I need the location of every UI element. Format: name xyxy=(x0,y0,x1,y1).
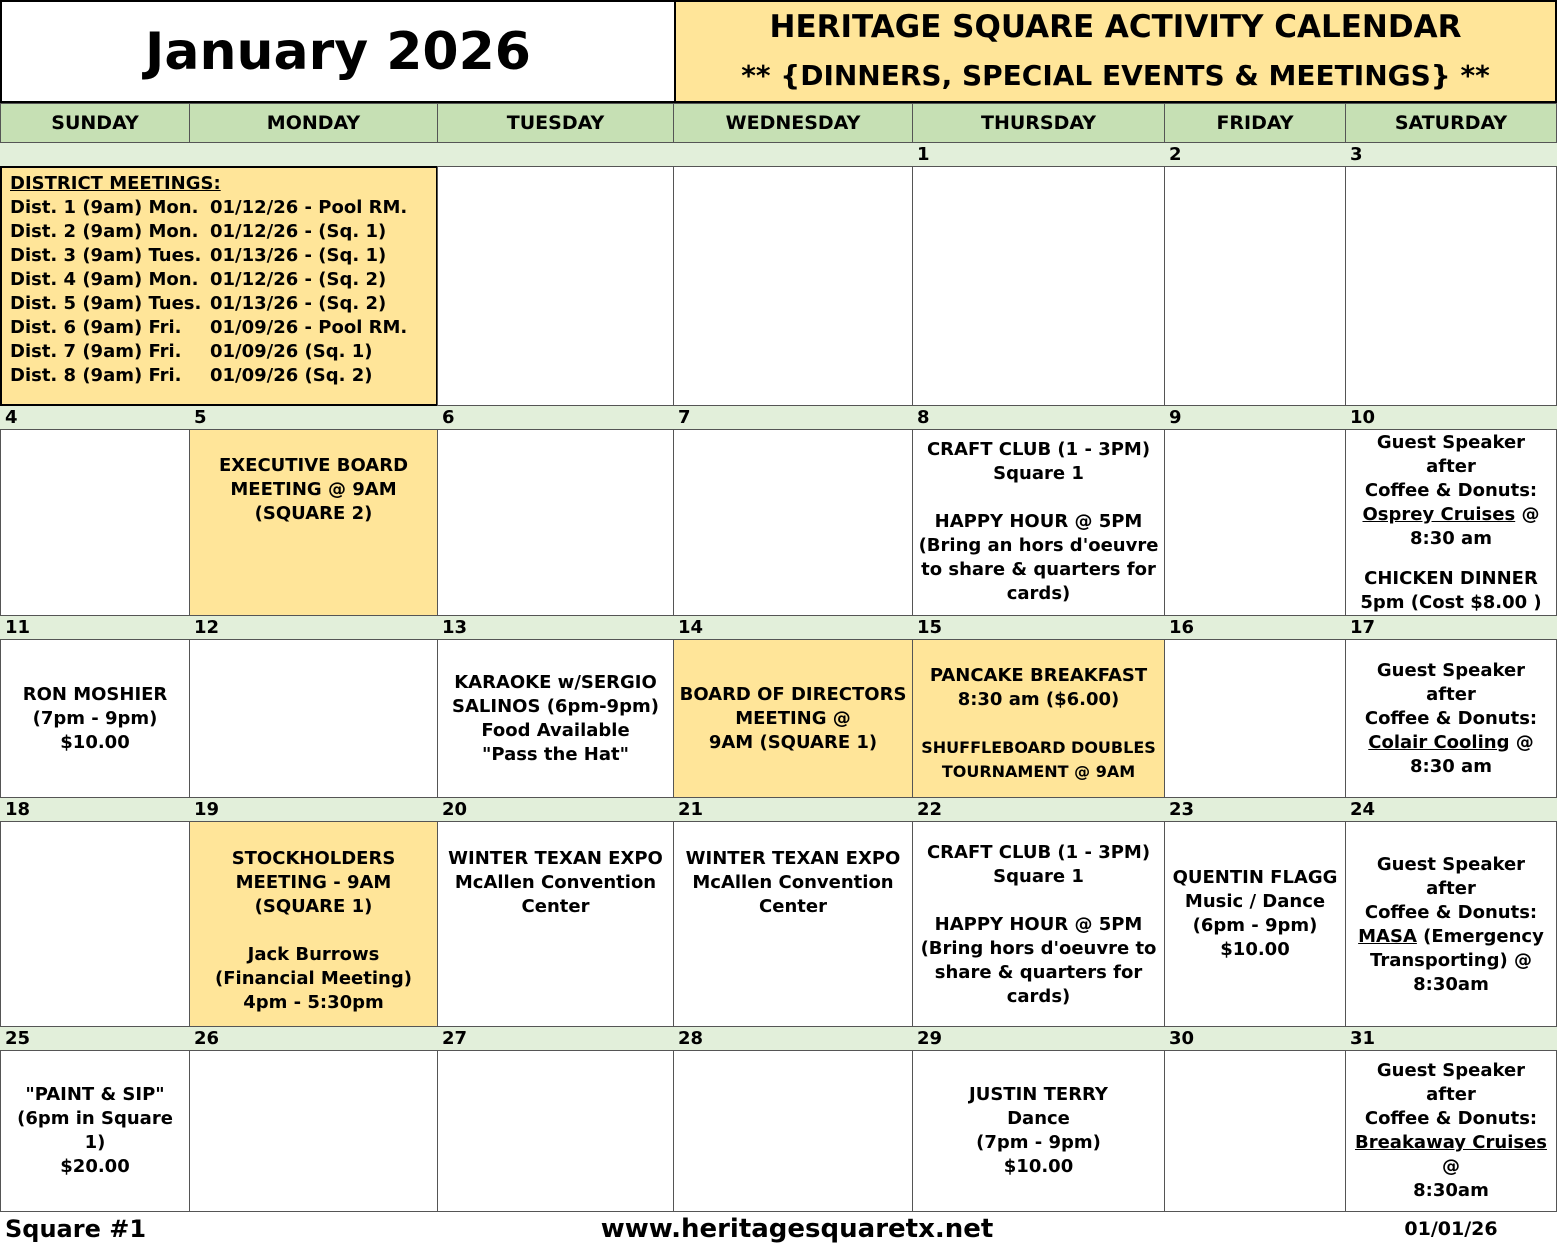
date-number: 5 xyxy=(189,406,437,430)
event-cell-stockholders: STOCKHOLDERS MEETING - 9AM (SQUARE 1) Jack Burrows (Financial Meeting) 4pm - 5:30pm xyxy=(189,821,438,1027)
date-number: 4 xyxy=(0,406,189,430)
day-cell xyxy=(189,1050,438,1212)
district-row: Dist. 7 (9am) Fri. 01/09/26 (Sq. 1) xyxy=(10,341,373,362)
date-number: 16 xyxy=(1164,616,1345,640)
dow-thursday: THURSDAY xyxy=(912,103,1165,143)
footer-website[interactable]: www.heritagesquaretx.net xyxy=(600,1213,994,1244)
event-cell-pancake-breakfast: PANCAKE BREAKFAST 8:30 am ($6.00) SHUFFLEBOARD DOUBLES TOURNAMENT @ 9AM xyxy=(912,639,1165,798)
date-number: 21 xyxy=(673,798,912,822)
district-row: Dist. 1 (9am) Mon. 01/12/26 - Pool RM. xyxy=(10,197,408,218)
day-cell xyxy=(437,429,674,616)
date-number: 29 xyxy=(912,1027,1164,1051)
event-cell-board-of-directors: BOARD OF DIRECTORS MEETING @ 9AM (SQUARE 1) xyxy=(673,639,913,798)
speaker-link[interactable]: Osprey Cruises xyxy=(1362,504,1516,525)
date-number: 24 xyxy=(1345,798,1557,822)
date-number: 13 xyxy=(437,616,673,640)
date-number: 11 xyxy=(0,616,189,640)
date-number: 28 xyxy=(673,1027,912,1051)
date-number: 20 xyxy=(437,798,673,822)
date-number: 26 xyxy=(189,1027,437,1051)
date-number: 18 xyxy=(0,798,189,822)
event-cell-guest-speaker: Guest Speaker after Coffee & Donuts: Osprey Cruises @ 8:30 am CHICKEN DINNER 5pm (Cost $8.00 ) xyxy=(1345,429,1557,616)
date-number: 15 xyxy=(912,616,1164,640)
district-row: Dist. 5 (9am) Tues. 01/13/26 - (Sq. 2) xyxy=(10,293,387,314)
date-number: 30 xyxy=(1164,1027,1345,1051)
date-number: 10 xyxy=(1345,406,1557,430)
district-row: Dist. 4 (9am) Mon. 01/12/26 - (Sq. 2) xyxy=(10,269,387,290)
date-number: 3 xyxy=(1345,143,1557,167)
date-number: 27 xyxy=(437,1027,673,1051)
event-cell-executive-board: EXECUTIVE BOARD MEETING @ 9AM (SQUARE 2) xyxy=(189,429,438,616)
speaker-link[interactable]: MASA xyxy=(1358,926,1417,947)
footer-square-label: Square #1 xyxy=(5,1214,147,1243)
event-cell-guest-speaker: Guest Speaker after Coffee & Donuts: MASA (Emergency Transporting) @ 8:30am xyxy=(1345,821,1557,1027)
month-title: January 2026 xyxy=(0,0,674,103)
date-number: 7 xyxy=(673,406,912,430)
date-number: 12 xyxy=(189,616,437,640)
dow-monday: MONDAY xyxy=(189,103,438,143)
day-cell xyxy=(0,429,190,616)
district-row: Dist. 8 (9am) Fri. 01/09/26 (Sq. 2) xyxy=(10,365,373,386)
day-cell xyxy=(0,821,190,1027)
dow-wednesday: WEDNESDAY xyxy=(673,103,913,143)
event-cell-justin-terry: JUSTIN TERRY Dance (7pm - 9pm) $10.00 xyxy=(912,1050,1165,1212)
day-cell xyxy=(437,166,674,406)
date-number: 22 xyxy=(912,798,1164,822)
speaker-link[interactable]: Breakaway Cruises xyxy=(1355,1132,1547,1153)
date-number: 25 xyxy=(0,1027,189,1051)
day-cell xyxy=(1164,429,1346,616)
dow-tuesday: TUESDAY xyxy=(437,103,674,143)
day-cell xyxy=(673,1050,913,1212)
event-cell-quentin-flagg: QUENTIN FLAGG Music / Dance (6pm - 9pm) $10.00 xyxy=(1164,821,1346,1027)
dow-friday: FRIDAY xyxy=(1164,103,1346,143)
date-number: 17 xyxy=(1345,616,1557,640)
district-row: Dist. 6 (9am) Fri. 01/09/26 - Pool RM. xyxy=(10,317,408,338)
day-cell xyxy=(1164,1050,1346,1212)
event-cell-guest-speaker: Guest Speaker after Coffee & Donuts: Colair Cooling @ 8:30 am xyxy=(1345,639,1557,798)
speaker-link[interactable]: Colair Cooling xyxy=(1368,731,1510,753)
event-cell-guest-speaker: Guest Speaker after Coffee & Donuts: Breakaway Cruises @ 8:30am xyxy=(1345,1050,1557,1212)
date-number: 2 xyxy=(1164,143,1345,167)
district-row: Dist. 3 (9am) Tues. 01/13/26 - (Sq. 1) xyxy=(10,245,387,266)
day-cell xyxy=(673,429,913,616)
date-number: 8 xyxy=(912,406,1164,430)
event-cell-winter-texan-expo: WINTER TEXAN EXPO McAllen Convention Center xyxy=(437,821,674,1027)
date-number: 9 xyxy=(1164,406,1345,430)
day-cell xyxy=(1164,639,1346,798)
day-cell xyxy=(1164,166,1346,406)
day-cell xyxy=(673,166,913,406)
day-cell xyxy=(1345,166,1557,406)
event-cell-ron-moshier: RON MOSHIER (7pm - 9pm) $10.00 xyxy=(0,639,190,798)
date-number: 14 xyxy=(673,616,912,640)
footer-date: 01/01/26 xyxy=(1404,1217,1498,1240)
district-meetings-box xyxy=(0,166,438,406)
dow-saturday: SATURDAY xyxy=(1345,103,1557,143)
event-cell-craft-club: CRAFT CLUB (1 - 3PM) Square 1 HAPPY HOUR @ 5PM (Bring an hors d'oeuvre to share & quarters for cards) xyxy=(912,429,1165,616)
dow-sunday: SUNDAY xyxy=(0,103,190,143)
date-number: 6 xyxy=(437,406,673,430)
calendar-title-block xyxy=(674,0,1557,103)
day-cell xyxy=(437,1050,674,1212)
date-number: 23 xyxy=(1164,798,1345,822)
event-cell-paint-and-sip: "PAINT & SIP" (6pm in Square 1) $20.00 xyxy=(0,1050,190,1212)
event-cell-karaoke: KARAOKE w/SERGIO SALINOS (6pm-9pm) Food Available "Pass the Hat" xyxy=(437,639,674,798)
event-cell-winter-texan-expo: WINTER TEXAN EXPO McAllen Convention Center xyxy=(673,821,913,1027)
calendar-subtitle: ** {DINNERS, SPECIAL EVENTS & MEETINGS} ** xyxy=(741,58,1490,92)
date-number: 31 xyxy=(1345,1027,1557,1051)
day-cell xyxy=(189,639,438,798)
event-cell-craft-club: CRAFT CLUB (1 - 3PM) Square 1 HAPPY HOUR @ 5PM (Bring hors d'oeuvre to share & quarters for cards) xyxy=(912,821,1165,1027)
day-cell xyxy=(912,166,1165,406)
district-heading: DISTRICT MEETINGS: xyxy=(10,173,221,194)
date-number: 1 xyxy=(912,143,1164,167)
district-row: Dist. 2 (9am) Mon. 01/12/26 - (Sq. 1) xyxy=(10,221,387,242)
calendar-title: HERITAGE SQUARE ACTIVITY CALENDAR xyxy=(769,8,1462,45)
date-number: 19 xyxy=(189,798,437,822)
